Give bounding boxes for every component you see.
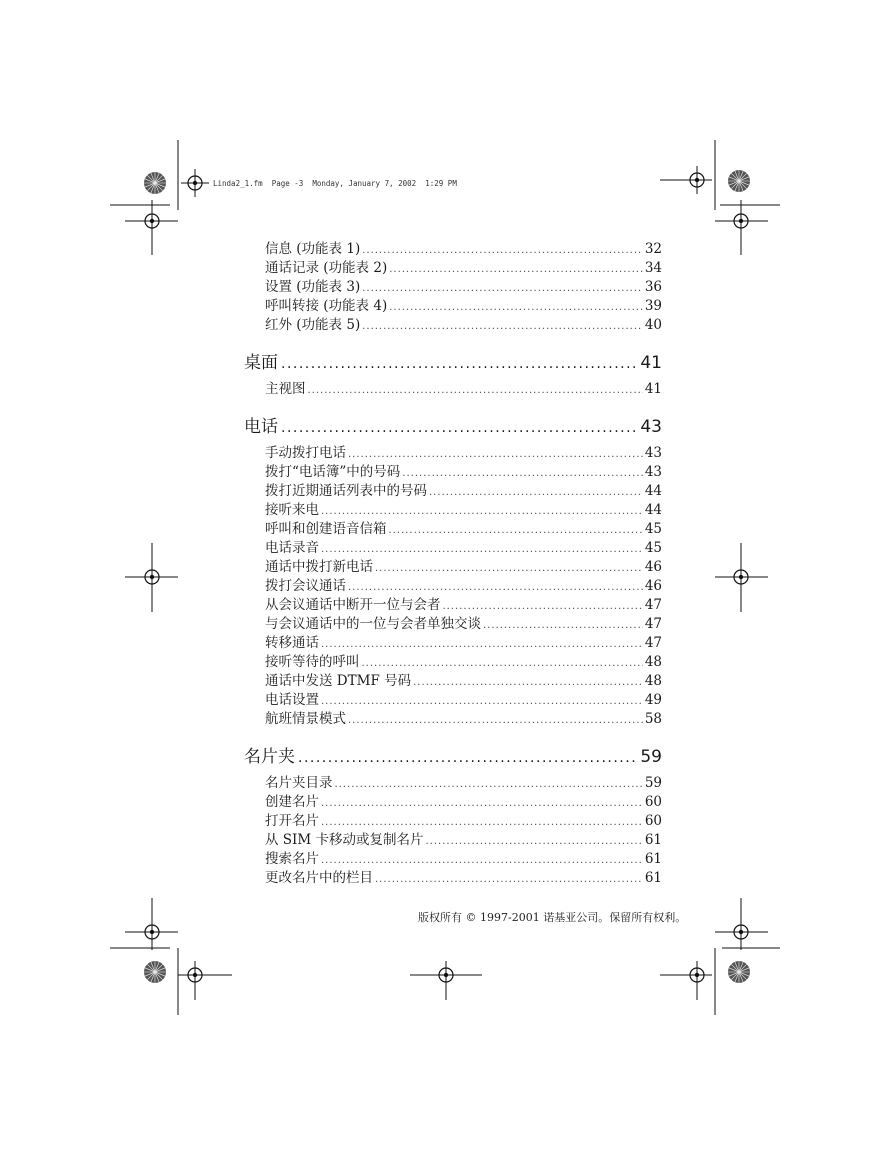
toc-entry[interactable] xyxy=(244,672,662,691)
leader-dots xyxy=(321,794,643,813)
leader-dots xyxy=(321,813,643,832)
toc-entry-title: 创建名片 xyxy=(265,794,319,810)
leader-dots xyxy=(426,832,643,851)
leader-dots xyxy=(298,743,637,773)
toc-entry[interactable] xyxy=(244,316,662,335)
toc-entry-title: 拨打会议通话 xyxy=(265,578,346,594)
toc-entry[interactable] xyxy=(244,297,662,316)
leader-dots xyxy=(362,279,643,298)
toc-entry-title: 搜索名片 xyxy=(265,851,319,867)
leader-dots xyxy=(483,616,643,635)
leader-dots xyxy=(389,260,643,279)
toc-entry[interactable] xyxy=(244,691,662,710)
toc-section-heading[interactable] xyxy=(244,742,662,772)
toc-entry-title: 打开名片 xyxy=(265,813,319,829)
leader-dots xyxy=(389,521,643,540)
toc-entry-title: 与会议通话中的一位与会者单独交谈 xyxy=(265,616,481,632)
section-page: 43 xyxy=(640,417,662,437)
toc-entry[interactable] xyxy=(244,869,662,888)
toc-entry-page: 47 xyxy=(644,635,662,651)
toc-entry-title: 呼叫转接 (功能表 4) xyxy=(265,298,388,314)
toc-entry-title: 主视图 xyxy=(265,381,306,397)
toc-entry-title: 从会议通话中断开一位与会者 xyxy=(265,597,441,613)
leader-dots xyxy=(321,851,643,870)
toc-entry[interactable] xyxy=(244,634,662,653)
toc-entry-page: 40 xyxy=(644,317,662,333)
leader-dots xyxy=(375,559,643,578)
leader-dots xyxy=(281,349,637,379)
leader-dots xyxy=(443,597,643,616)
toc-entry[interactable] xyxy=(244,240,662,259)
toc-entry-title: 更改名片中的栏目 xyxy=(265,870,373,886)
toc-entry[interactable] xyxy=(244,278,662,297)
leader-dots xyxy=(335,775,643,794)
toc-entry-page: 47 xyxy=(644,616,662,632)
toc-entry-title: 电话录音 xyxy=(265,540,319,556)
toc-top-entries xyxy=(244,240,662,335)
leader-dots xyxy=(321,502,643,521)
toc-entry[interactable] xyxy=(244,539,662,558)
toc-entry-page: 49 xyxy=(644,692,662,708)
toc-entry-page: 45 xyxy=(644,540,662,556)
toc-entry[interactable] xyxy=(244,812,662,831)
copyright-footer: 版权所有 © 1997-2001 诺基亚公司。保留所有权利。 xyxy=(418,911,687,924)
toc-entry[interactable] xyxy=(244,463,662,482)
leader-dots xyxy=(308,381,643,400)
toc-entry-title: 拨打近期通话列表中的号码 xyxy=(265,483,427,499)
toc-entry[interactable] xyxy=(244,380,662,399)
toc-entry-page: 41 xyxy=(644,381,662,397)
toc-entry-title: 通话中发送 DTMF 号码 xyxy=(265,673,412,689)
toc-entry[interactable] xyxy=(244,774,662,793)
toc-entry-title: 接听等待的呼叫 xyxy=(265,654,360,670)
toc-entry-page: 61 xyxy=(644,870,662,886)
toc-entry-title: 通话记录 (功能表 2) xyxy=(265,260,388,276)
toc-entry-page: 34 xyxy=(644,260,662,276)
leader-dots xyxy=(321,635,643,654)
toc-entry-page: 44 xyxy=(644,483,662,499)
toc-entry-page: 46 xyxy=(644,559,662,575)
toc-entry-title: 呼叫和创建语音信箱 xyxy=(265,521,387,537)
toc-entry-page: 60 xyxy=(644,813,662,829)
toc-entry-title: 信息 (功能表 1) xyxy=(265,241,361,257)
leader-dots xyxy=(402,464,643,483)
toc-entry-page: 46 xyxy=(644,578,662,594)
leader-dots xyxy=(362,317,643,336)
leader-dots xyxy=(389,298,643,317)
leader-dots xyxy=(348,711,643,730)
section-title: 桌面 xyxy=(244,353,278,373)
table-of-contents xyxy=(244,240,662,888)
toc-entry-page: 48 xyxy=(644,654,662,670)
leader-dots xyxy=(348,578,643,597)
leader-dots xyxy=(413,673,643,692)
toc-entry-page: 58 xyxy=(644,711,662,727)
toc-section-heading[interactable] xyxy=(244,348,662,378)
leader-dots xyxy=(321,692,643,711)
toc-entry[interactable] xyxy=(244,444,662,463)
toc-entry-title: 通话中拨打新电话 xyxy=(265,559,373,575)
toc-entry-title: 从 SIM 卡移动或复制名片 xyxy=(265,832,424,848)
leader-dots xyxy=(348,445,643,464)
toc-entry[interactable] xyxy=(244,850,662,869)
toc-entry[interactable] xyxy=(244,710,662,729)
section-page: 41 xyxy=(640,353,662,373)
toc-entry[interactable] xyxy=(244,615,662,634)
toc-entry-title: 接听来电 xyxy=(265,502,319,518)
toc-entry-title: 电话设置 xyxy=(265,692,319,708)
toc-entry[interactable] xyxy=(244,259,662,278)
toc-entry-page: 39 xyxy=(644,298,662,314)
toc-entry-title: 拨打“电话簿”中的号码 xyxy=(265,464,401,480)
toc-entry[interactable] xyxy=(244,482,662,501)
toc-section-heading[interactable] xyxy=(244,412,662,442)
toc-entry-page: 36 xyxy=(644,279,662,295)
leader-dots xyxy=(375,870,643,889)
section-title: 名片夹 xyxy=(244,747,295,767)
leader-dots xyxy=(321,540,643,559)
toc-entry-page: 43 xyxy=(644,445,662,461)
leader-dots xyxy=(429,483,643,502)
toc-entry-title: 名片夹目录 xyxy=(265,775,333,791)
toc-entry-page: 61 xyxy=(644,832,662,848)
toc-entry[interactable] xyxy=(244,501,662,520)
leader-dots xyxy=(281,413,637,443)
toc-entry-title: 设置 (功能表 3) xyxy=(265,279,361,295)
section-page: 59 xyxy=(640,747,662,767)
toc-entry-title: 手动拨打电话 xyxy=(265,445,346,461)
toc-entry[interactable] xyxy=(244,520,662,539)
toc-entry-page: 47 xyxy=(644,597,662,613)
toc-entry-page: 32 xyxy=(644,241,662,257)
toc-entry[interactable] xyxy=(244,596,662,615)
toc-entry[interactable] xyxy=(244,558,662,577)
toc-entry-page: 48 xyxy=(644,673,662,689)
leader-dots xyxy=(362,654,643,673)
toc-entry-page: 61 xyxy=(644,851,662,867)
toc-entry-title: 转移通话 xyxy=(265,635,319,651)
section-title: 电话 xyxy=(244,417,278,437)
toc-entry-page: 45 xyxy=(644,521,662,537)
toc-entry-page: 44 xyxy=(644,502,662,518)
toc-entry[interactable] xyxy=(244,831,662,850)
print-slug: Linda2_1.fm Page -3 Monday, January 7, 2002 1:29 PM xyxy=(213,179,457,188)
toc-entry[interactable] xyxy=(244,653,662,672)
leader-dots xyxy=(362,241,643,260)
toc-entry-title: 航班情景模式 xyxy=(265,711,346,727)
toc-entry[interactable] xyxy=(244,577,662,596)
toc-entry[interactable] xyxy=(244,793,662,812)
toc-entry-title: 红外 (功能表 5) xyxy=(265,317,361,333)
toc-entry-page: 60 xyxy=(644,794,662,810)
toc-entry-page: 43 xyxy=(644,464,662,480)
toc-entry-page: 59 xyxy=(644,775,662,791)
